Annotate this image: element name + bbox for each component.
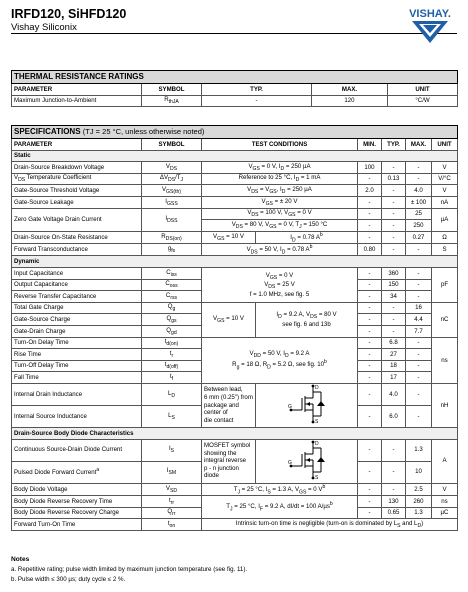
- table-row: Forward Transconductance $g_{fs}$ $V_{DS} = 50$ V, $I_D = 0.78$ $A^b$ 0.80 - - S: [12, 244, 458, 256]
- table-row: Output Capacitance $C_{oss}$ - 150 -: [12, 279, 458, 291]
- group-dynamic: Dynamic: [12, 256, 458, 268]
- notes-title: Notes: [11, 556, 30, 563]
- group-diode: Drain-Source Body Diode Characteristics: [12, 427, 458, 439]
- note-a: a. Repetitive rating; pulse width limited by maximum junction temperature (see fig. 11).: [11, 565, 248, 573]
- svg-text:D: D: [314, 440, 319, 447]
- table-row: Input Capacitance $C_{iss}$ $V_{GS} = 0$ V $V_{DS} = 25$ V f = 1.0 MHz, see fig. 5 - 360 - pF: [12, 268, 458, 280]
- col-parameter: PARAMETER: [12, 84, 142, 96]
- table-row: Turn-Off Delay Time $t_{d(off)}$ - 18 -: [12, 360, 458, 372]
- table-row: Rise Time $t_r$ - 27 -: [12, 349, 458, 361]
- table-row: Pulsed Diode Forward Current$^a$ $I_{SM}$ - - 10: [12, 461, 458, 483]
- table-row: Body Diode Reverse Recovery Charge $Q_{rr}$ - 0.65 1.3 µC: [12, 507, 458, 519]
- svg-text:D: D: [314, 385, 319, 392]
- thermal-table: [11, 70, 458, 107]
- table-row: Drain-Source On-State Resistance $R_{DS(on)}$ $V_{GS} = 10$ V $I_D = 0.78$ $A^b$ - - 0.27 Ω: [12, 231, 458, 243]
- table-row: Gate-Source Leakage $I_{GSS}$ $V_{GS}$ = ± 20 V - - ± 100 nA: [12, 196, 458, 208]
- header-rule: [11, 33, 457, 34]
- table-row: Total Gate Charge $Q_g$ $V_{GS} = 10$ V $I_D = 9.2$ A, $V_{DS} = 80$ V see fig. 6 and 13b - - 16 nC: [12, 302, 458, 314]
- table-row: Zero Gate Voltage Drain Current $I_{DSS}$ $V_{DS} = 100$ V, $V_{GS} = 0$ V - - 25 µA: [12, 208, 458, 220]
- col-max: MAX.: [312, 84, 388, 96]
- mosfet-symbol-icon: [287, 384, 327, 424]
- table-row: Continuous Source-Drain Diode Current $I_S$ MOSFET symbol showing the integral reverse p - n junction diode D G S - - 1.3 A: [12, 439, 458, 461]
- svg-text:G: G: [287, 404, 292, 411]
- table-row: Fall Time $t_f$ - 17 -: [12, 372, 458, 384]
- table-row: Gate-Source Threshold Voltage $V_{GS(th)}$ $V_{DS} = V_{GS}$, $I_D = 250$ µA 2.0 - 4.0 V: [12, 185, 458, 197]
- table-row: Forward Turn-On Time $t_{on}$ Intrinsic turn-on time is negligible (turn-on is dominated by $L_S$ and $L_D$): [12, 519, 458, 531]
- table-row: $V_{DS} = 80$ V, $V_{GS} = 0$ V, $T_J = 150$ °C - - 250: [12, 220, 458, 232]
- svg-text:G: G: [287, 459, 292, 466]
- table-row: Gate-Source Charge $Q_{gs}$ - - 4.4: [12, 314, 458, 326]
- document-title: IRFD120, SiHFD120: [11, 7, 127, 21]
- specifications-table: SPECIFICATIONS (TJ = 25 °C, unless otherwise noted) PARAMETER SYMBOL TEST CONDITIONS MIN. TYP. MAX. UNIT Static Drain-Source Breakdown Voltage $V_{DS}$ $V_{GS} = 0$ V, $I_D = 250$ µA 100 - - V $V_{DS}$ Temperature Coefficient $\Delta V_{DS}/T_J$ Reference to 25 °C, $I_D = 1$ mA - 0.13 - V/°C Gate-Source Threshold Voltage $V_{GS(th)}$ $V_{DS} = V_{GS}$, $I_D = 250$ µA 2.0 - 4.0 V Gate-Source Leakage $I_{GSS}$ $V_{GS}$ = ± 20 V - - ± 100 nA Zero Gate Voltage Drain Current $I_{DSS}$ $V_{DS} = 100$ V, $V_{GS} = 0$ V - - 25 µA $V_{DS} = 80$ V, $V_{GS} = 0$ V, $T_J = 150$ °C - - 250 Drain-Source On-State Resistance $R_{DS(on)}$ $V_{GS} = 10$ V $I_D = 0.78$ $A^b$ - - 0.27 Ω Forward Transconductance $g_{fs}$ $V_{DS} = 50$ V, $I_D = 0.78$ $A^b$ 0.80 - - S Dynamic Input Capacitance $C_{iss}$ $V_{GS} = 0$ V $V_{DS} = 25$ V f = 1.0 MHz, see fig. 5 - 360 - pF Output Capacitance $C_{oss}$ - 150 - Reverse Transfer Capacitance $C_{rss}$ - 34 - Total Gate Charge $Q_g$ $V_{GS} = 10$ V $I_D = 9.2$ A, $V_{DS} = 80$ V see fig. 6 and 13b - - 16 nC Gate-Source Charge $Q_{gs}$ - - 4.4 Gate-Drain Charge $Q_{gd}$ - - 7.7 Turn-On Delay Time $t_{d(on)}$ $V_{DD} = 50$ V, $I_D = 9.2$ A $R_g = 18$ Ω, $R_D = 5.2$ Ω, see fig. 10$^b$ - 6.8 - ns Rise Time $t_r$ - 27 - Turn-Off Delay Time $t_{d(off)}$ - 18 - Fall Time $t_f$ - 17 - Internal Drain Inductance $L_D$ Between lead, 6 mm (0.25") from package and center of die contact D G S - 4.0 - nH Internal Source Inductance $L_S$ - 6.0 - Drain-Source Body Diode Characteristics Continuous Source-Drain Diode Current $I_S$ MOSFET symbol showing the integral reverse p - n junction diode D G S - - 1.3 A Pulsed Diode Forward Current$^a$ $I_{SM}$ - - 10 Body Diode Voltage $V_{SD}$ $T_J = 25$ °C, $I_S = 1.3$ A, $V_{GS} = 0$ $V^b$ - - 2.5 V Body Diode Reverse Recovery Time $t_{rr}$ $T_J = 25$ °C, $I_F = 9.2$ A, dI/dt = 100 A/µs$^b$ - 130 260 ns Body Diode Reverse Recovery Charge $Q_{rr}$ - 0.65 1.3 µC Forward Turn-On Time $t_{on}$ Intrinsic turn-on time is negligible (turn-on is dominated by $L_S$ and $L_D$): [11, 125, 458, 531]
- table-row: Body Diode Reverse Recovery Time $t_{rr}$ $T_J = 25$ °C, $I_F = 9.2$ A, dI/dt = 100 A/µs$^b$ - 130 260 ns: [12, 495, 458, 507]
- table-row: Gate-Drain Charge $Q_{gd}$ - - 7.7: [12, 326, 458, 338]
- group-static: Static: [12, 150, 458, 162]
- svg-text:S: S: [314, 419, 318, 425]
- specs-title: SPECIFICATIONS (TJ = 25 °C, unless otherwise noted): [12, 126, 458, 139]
- vishay-logo: [401, 6, 459, 46]
- mosfet-diode-symbol-icon: [287, 440, 327, 480]
- table-row: $V_{DS}$ Temperature Coefficient $\Delta V_{DS}/T_J$ Reference to 25 °C, $I_D = 1$ mA - 0.13 - V/°C: [12, 173, 458, 185]
- table-row: Body Diode Voltage $V_{SD}$ $T_J = 25$ °C, $I_S = 1.3$ A, $V_{GS} = 0$ $V^b$ - - 2.5 V: [12, 483, 458, 495]
- note-b: b. Pulse width ≤ 300 µs; duty cycle ≤ 2 %.: [11, 575, 126, 583]
- notes: [11, 555, 247, 584]
- col-typ: TYP.: [202, 84, 312, 96]
- table-row: Turn-On Delay Time $t_{d(on)}$ $V_{DD} = 50$ V, $I_D = 9.2$ A $R_g = 18$ Ω, $R_D = 5.2$ Ω, see fig. 10$^b$ - 6.8 - ns: [12, 337, 458, 349]
- table-row: Reverse Transfer Capacitance $C_{rss}$ - 34 -: [12, 291, 458, 303]
- col-unit: UNIT: [388, 84, 458, 96]
- svg-text:S: S: [314, 474, 318, 480]
- thermal-title: THERMAL RESISTANCE RATINGS: [12, 71, 458, 84]
- table-row: Internal Drain Inductance $L_D$ Between lead, 6 mm (0.25") from package and center of die contact D G S - 4.0 - nH: [12, 383, 458, 405]
- table-row: Drain-Source Breakdown Voltage $V_{DS}$ $V_{GS} = 0$ V, $I_D = 250$ µA 100 - - V: [12, 162, 458, 174]
- vishay-logo-text: VISHAY.: [409, 8, 451, 20]
- table-row: Maximum Junction-to-Ambient $R_{thJA}$ - 120 °C/W: [12, 95, 458, 107]
- col-symbol: SYMBOL: [142, 84, 202, 96]
- document-subtitle: Vishay Siliconix: [11, 22, 77, 33]
- table-row: Internal Source Inductance $L_S$ - 6.0 -: [12, 405, 458, 427]
